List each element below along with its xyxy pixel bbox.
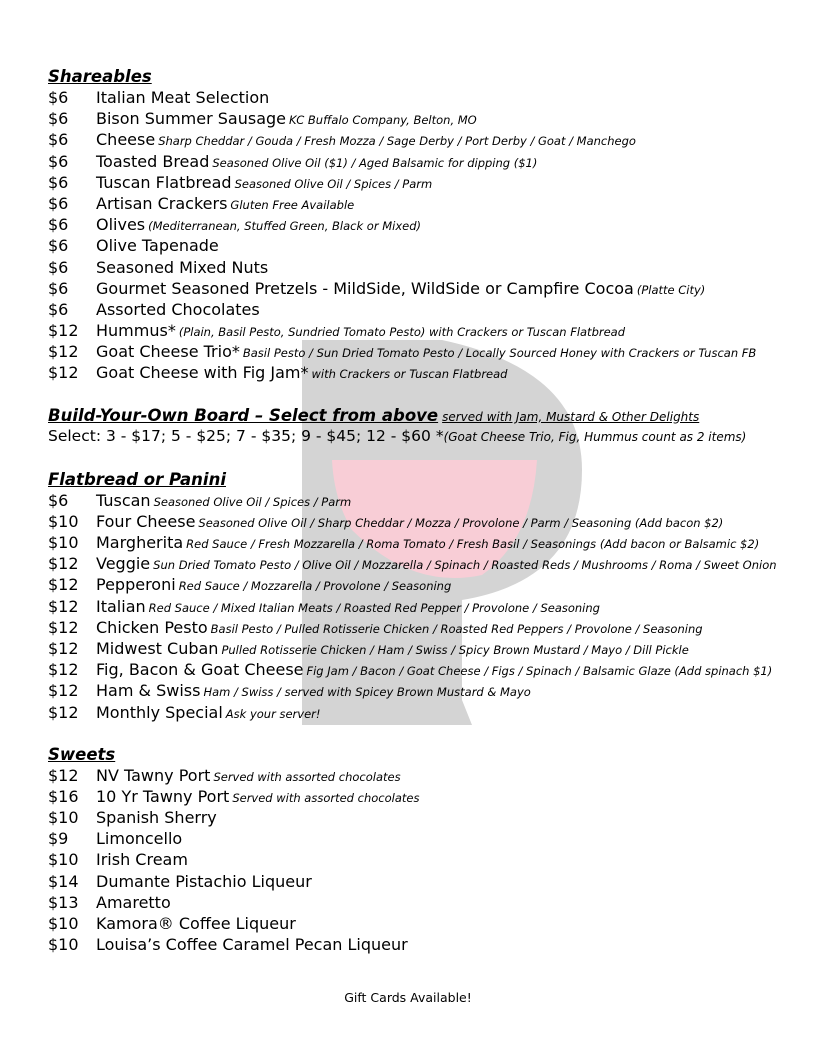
menu-item: [48, 151, 796, 172]
item-name: Dumante Pistachio Liqueur: [96, 871, 312, 891]
menu-page: [48, 66, 796, 955]
item-name: Louisa’s Coffee Caramel Pecan Liqueur: [96, 935, 408, 955]
item-description: Fig Jam / Bacon / Goat Cheese / Figs / Spinach / Balsamic Glaze (Add spinach $1): [306, 664, 773, 679]
item-price: $12: [48, 342, 79, 362]
board-title: Build-Your-Own Board – Select from above: [48, 405, 439, 425]
item-price: $16: [48, 786, 79, 806]
item-price: $6: [48, 88, 69, 107]
menu-item: [48, 257, 796, 278]
flatbread-list: [48, 490, 796, 723]
item-price: $10: [48, 808, 79, 828]
item-price: $12: [48, 702, 79, 722]
item-name: Gourmet Seasoned Pretzels - MildSide, WildSide or Campfire Cocoa: [96, 278, 634, 298]
item-description: Served with assorted chocolates: [232, 790, 420, 805]
menu-item: [48, 659, 796, 680]
item-description: Served with assorted chocolates: [213, 769, 401, 784]
item-description: Gluten Free Available: [230, 197, 355, 212]
item-name: Cheese: [96, 130, 156, 150]
shareables-section: [48, 66, 796, 384]
menu-item: [48, 235, 796, 256]
item-price: $12: [48, 363, 79, 383]
board-select-note: (Goat Cheese Trio, Fig, Hummus count as 2 items): [443, 429, 747, 444]
menu-item: [48, 828, 796, 849]
sweets-section: [48, 744, 796, 956]
menu-item: [48, 574, 796, 595]
item-description: Sharp Cheddar / Gouda / Fresh Mozza / Sage Derby / Port Derby / Goat / Manchego: [158, 134, 636, 149]
item-name: Hummus*: [96, 321, 176, 341]
menu-item: [48, 362, 796, 383]
item-price: $10: [48, 533, 79, 552]
item-price: $6: [48, 299, 69, 319]
item-price: $6: [48, 215, 69, 235]
item-price: $12: [48, 660, 79, 680]
item-description: Sun Dried Tomato Pesto / Olive Oil / Mozzarella / Spinach / Roasted Reds / Mushrooms / Roma / Sweet Onion: [153, 558, 777, 573]
item-name: Italian Meat Selection: [96, 88, 270, 107]
item-name: Goat Cheese Trio*: [96, 342, 240, 362]
item-price: $6: [48, 151, 69, 171]
menu-item: [48, 765, 796, 786]
item-name: Bison Summer Sausage: [96, 109, 286, 129]
section-heading: Shareables: [48, 67, 152, 86]
item-name: Artisan Crackers: [96, 193, 228, 213]
item-price: $12: [48, 596, 79, 616]
menu-item: [48, 786, 796, 807]
item-price: $6: [48, 109, 69, 129]
board-note: served with Jam, Mustard & Other Delights: [442, 409, 700, 424]
menu-item: [48, 214, 796, 235]
menu-item: [48, 807, 796, 828]
footer-gift-cards: Gift Cards Available!: [344, 990, 472, 1005]
item-price: $6: [48, 490, 69, 510]
menu-item: [48, 87, 796, 108]
menu-item: [48, 702, 796, 723]
menu-item: [48, 553, 796, 574]
item-name: Chicken Pesto: [96, 617, 208, 637]
item-name: Midwest Cuban: [96, 638, 219, 658]
item-description: Seasoned Olive Oil ($1) / Aged Balsamic for dipping ($1): [212, 155, 538, 170]
item-price: $10: [48, 935, 79, 955]
item-price: $14: [48, 871, 79, 891]
sweets-list: [48, 765, 796, 956]
section-heading: Flatbread or Panini: [48, 469, 226, 489]
item-name: Margherita: [96, 533, 184, 552]
item-description: Basil Pesto / Pulled Rotisserie Chicken / Roasted Red Peppers / Provolone / Seasoning: [210, 621, 703, 636]
item-name: Seasoned Mixed Nuts: [96, 257, 269, 277]
menu-item: [48, 532, 796, 553]
menu-item: [48, 596, 796, 617]
item-description: with Crackers or Tuscan Flatbread: [311, 367, 508, 382]
item-price: $10: [48, 511, 79, 531]
item-price: $6: [48, 236, 69, 256]
item-price: $6: [48, 130, 69, 150]
item-price: $12: [48, 617, 79, 637]
menu-item: [48, 680, 796, 701]
menu-item: [48, 490, 796, 511]
item-name: Italian: [96, 596, 146, 616]
menu-item: [48, 278, 796, 299]
item-price: $6: [48, 172, 69, 192]
shareables-list: [48, 87, 796, 384]
menu-item: [48, 129, 796, 150]
item-name: Assorted Chocolates: [96, 299, 260, 319]
item-description: Red Sauce / Mixed Italian Meats / Roasted Red Pepper / Provolone / Seasoning: [148, 600, 600, 615]
menu-item: [48, 638, 796, 659]
flatbread-section: [48, 469, 796, 723]
menu-item: [48, 849, 796, 870]
menu-item: [48, 892, 796, 913]
item-name: Kamora® Coffee Liqueur: [96, 914, 296, 933]
item-price: $12: [48, 638, 79, 658]
item-description: KC Buffalo Company, Belton, MO: [289, 113, 477, 128]
item-description: Ask your server!: [225, 706, 321, 721]
item-description: Ham / Swiss / served with Spicey Brown Mustard & Mayo: [203, 685, 531, 700]
item-name: Olives: [96, 215, 146, 235]
item-description: (Platte City): [636, 282, 706, 297]
menu-item: [48, 320, 796, 341]
item-description: Basil Pesto / Sun Dried Tomato Pesto / Locally Sourced Honey with Crackers or Tuscan FB: [242, 346, 757, 361]
item-description: Red Sauce / Mozzarella / Provolone / Seasoning: [178, 579, 452, 594]
menu-item: [48, 299, 796, 320]
item-price: $6: [48, 278, 69, 298]
item-name: Four Cheese: [96, 511, 196, 531]
item-name: Limoncello: [96, 829, 183, 849]
menu-item: [48, 108, 796, 129]
item-name: Tuscan Flatbread: [96, 172, 232, 192]
menu-item: [48, 934, 796, 955]
item-price: $12: [48, 681, 79, 701]
item-price: $12: [48, 554, 79, 574]
menu-item: [48, 871, 796, 892]
item-price: $10: [48, 850, 79, 870]
item-description: Seasoned Olive Oil / Sharp Cheddar / Mozza / Provolone / Parm / Seasoning (Add bacon $2): [198, 515, 724, 530]
item-description: (Plain, Basil Pesto, Sundried Tomato Pesto) with Crackers or Tuscan Flatbread: [178, 325, 626, 340]
section-heading: Sweets: [48, 744, 116, 764]
item-name: Tuscan: [96, 490, 151, 510]
menu-item: [48, 193, 796, 214]
item-price: $6: [48, 257, 69, 277]
board-select-line: [48, 426, 796, 448]
item-description: Seasoned Olive Oil / Spices / Parm: [234, 176, 433, 191]
item-description: Pulled Rotisserie Chicken / Ham / Swiss / Spicy Brown Mustard / Mayo / Dill Pickle: [221, 642, 689, 657]
item-name: Veggie: [96, 554, 151, 574]
board-select-prices: Select: 3 - $17; 5 - $25; 7 - $35; 9 - $45; 12 - $60 *: [48, 426, 444, 445]
section-heading: [48, 405, 796, 426]
item-name: Irish Cream: [96, 850, 188, 870]
item-name: 10 Yr Tawny Port: [96, 786, 230, 806]
item-price: $12: [48, 575, 79, 595]
menu-item: [48, 172, 796, 193]
board-section: [48, 405, 796, 448]
item-price: $12: [48, 765, 79, 785]
item-price: $9: [48, 829, 69, 849]
item-name: Amaretto: [96, 892, 171, 912]
item-name: Olive Tapenade: [96, 236, 219, 256]
item-name: Monthly Special: [96, 702, 223, 722]
item-name: Pepperoni: [96, 575, 176, 595]
item-price: $6: [48, 193, 69, 213]
item-price: $12: [48, 321, 79, 341]
item-name: Goat Cheese with Fig Jam*: [96, 363, 309, 383]
menu-item: [48, 511, 796, 532]
item-price: $10: [48, 914, 79, 933]
item-price: $13: [48, 892, 79, 912]
item-name: Ham & Swiss: [96, 681, 201, 701]
item-description: (Mediterranean, Stuffed Green, Black or Mixed): [148, 219, 422, 234]
item-description: Red Sauce / Fresh Mozzarella / Roma Tomato / Fresh Basil / Seasonings (Add bacon or Balsamic $2): [186, 537, 760, 551]
item-description: Seasoned Olive Oil / Spices / Parm: [153, 494, 352, 509]
menu-item: [48, 341, 796, 362]
item-name: Toasted Bread: [96, 151, 210, 171]
item-name: Fig, Bacon & Goat Cheese: [96, 660, 304, 680]
menu-item: [48, 617, 796, 638]
item-name: Spanish Sherry: [96, 808, 217, 828]
item-name: NV Tawny Port: [96, 765, 211, 785]
menu-item: [48, 913, 796, 934]
